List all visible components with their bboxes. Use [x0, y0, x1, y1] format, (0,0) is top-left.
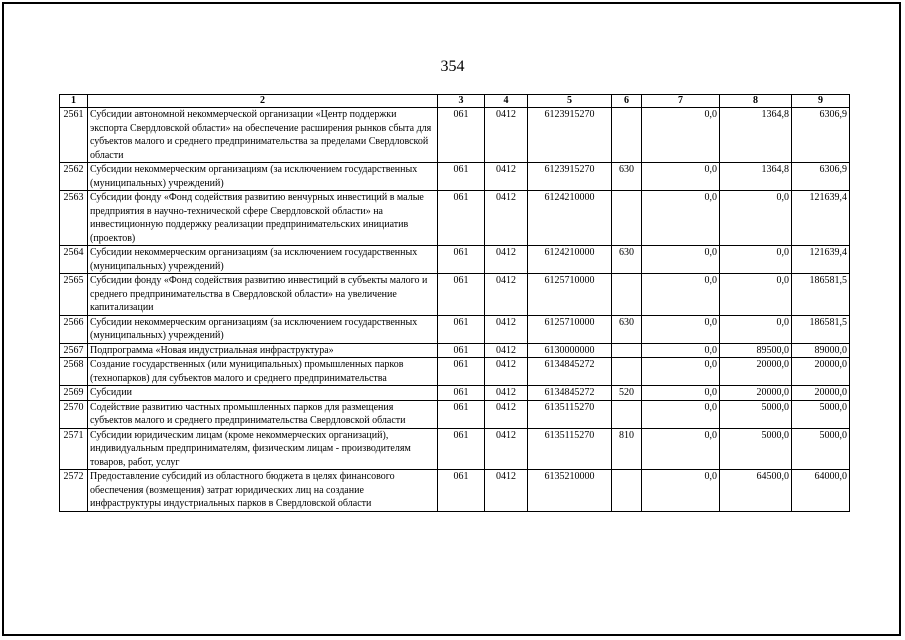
amount-col7: 0,0	[642, 400, 720, 428]
target-article-code: 6135115270	[528, 428, 612, 470]
section-code: 0412	[485, 470, 528, 512]
item-name: Предоставление субсидий из областного бюджета в целях финансового обеспечения (возмещения) затрат юридических лиц на создание инфраструктуры индустриальных парков в Свердловской области	[88, 470, 438, 512]
amount-col8: 0,0	[720, 274, 792, 316]
section-code: 0412	[485, 191, 528, 246]
amount-col7: 0,0	[642, 108, 720, 163]
item-name: Субсидии	[88, 386, 438, 401]
target-article-code: 6123915270	[528, 163, 612, 191]
section-code: 0412	[485, 358, 528, 386]
column-header: 7	[642, 95, 720, 108]
row-number: 2563	[60, 191, 88, 246]
item-name: Субсидии фонду «Фонд содействия развитию венчурных инвестиций в малые предприятия в научно-технической сфере Свердловской области» на инвестиционную поддержку реализации предпринимательских инициатив (проектов)	[88, 191, 438, 246]
ministry-code: 061	[438, 246, 485, 274]
target-article-code: 6130000000	[528, 343, 612, 358]
amount-col9: 186581,5	[792, 274, 850, 316]
amount-col9: 89000,0	[792, 343, 850, 358]
table-row	[60, 191, 850, 246]
item-name: Субсидии некоммерческим организациям (за исключением государственных (муниципальных) учреждений)	[88, 163, 438, 191]
expense-type-code	[612, 400, 642, 428]
column-header: 4	[485, 95, 528, 108]
table-row	[60, 358, 850, 386]
item-name: Субсидии автономной некоммерческой организации «Центр поддержки экспорта Свердловской области» на обеспечение расширения рынков сбыта для субъектов малого и среднего предпринимательства за пределами Свердловской области	[88, 108, 438, 163]
table-row	[60, 246, 850, 274]
amount-col7: 0,0	[642, 470, 720, 512]
table-row	[60, 274, 850, 316]
ministry-code: 061	[438, 315, 485, 343]
table-row	[60, 315, 850, 343]
ministry-code: 061	[438, 163, 485, 191]
target-article-code: 6124210000	[528, 246, 612, 274]
ministry-code: 061	[438, 274, 485, 316]
amount-col8: 5000,0	[720, 428, 792, 470]
budget-table	[59, 94, 850, 512]
row-number: 2562	[60, 163, 88, 191]
expense-type-code	[612, 274, 642, 316]
row-number: 2565	[60, 274, 88, 316]
section-code: 0412	[485, 315, 528, 343]
target-article-code: 6125710000	[528, 274, 612, 316]
amount-col7: 0,0	[642, 246, 720, 274]
amount-col7: 0,0	[642, 343, 720, 358]
section-code: 0412	[485, 246, 528, 274]
section-code: 0412	[485, 274, 528, 316]
target-article-code: 6135115270	[528, 400, 612, 428]
row-number: 2571	[60, 428, 88, 470]
expense-type-code: 630	[612, 163, 642, 191]
table-row	[60, 163, 850, 191]
amount-col8: 20000,0	[720, 358, 792, 386]
column-header: 1	[60, 95, 88, 108]
row-number: 2569	[60, 386, 88, 401]
row-number: 2566	[60, 315, 88, 343]
section-code: 0412	[485, 163, 528, 191]
column-header: 9	[792, 95, 850, 108]
expense-type-code	[612, 343, 642, 358]
target-article-code: 6123915270	[528, 108, 612, 163]
amount-col9: 6306,9	[792, 163, 850, 191]
ministry-code: 061	[438, 343, 485, 358]
item-name: Подпрограмма «Новая индустриальная инфраструктура»	[88, 343, 438, 358]
amount-col9: 121639,4	[792, 246, 850, 274]
page-number: 354	[440, 58, 465, 75]
amount-col8: 0,0	[720, 191, 792, 246]
amount-col8: 64500,0	[720, 470, 792, 512]
amount-col8: 0,0	[720, 246, 792, 274]
expense-type-code: 630	[612, 315, 642, 343]
amount-col8: 1364,8	[720, 163, 792, 191]
table-row	[60, 470, 850, 512]
row-number: 2570	[60, 400, 88, 428]
row-number: 2568	[60, 358, 88, 386]
table-row	[60, 400, 850, 428]
row-number: 2572	[60, 470, 88, 512]
column-header: 8	[720, 95, 792, 108]
amount-col7: 0,0	[642, 315, 720, 343]
amount-col7: 0,0	[642, 386, 720, 401]
table-row	[60, 343, 850, 358]
amount-col7: 0,0	[642, 191, 720, 246]
amount-col9: 5000,0	[792, 428, 850, 470]
column-header: 5	[528, 95, 612, 108]
expense-type-code	[612, 358, 642, 386]
ministry-code: 061	[438, 191, 485, 246]
amount-col8: 20000,0	[720, 386, 792, 401]
amount-col9: 121639,4	[792, 191, 850, 246]
amount-col9: 186581,5	[792, 315, 850, 343]
ministry-code: 061	[438, 428, 485, 470]
section-code: 0412	[485, 343, 528, 358]
ministry-code: 061	[438, 400, 485, 428]
header-row	[60, 95, 850, 108]
expense-type-code	[612, 470, 642, 512]
amount-col9: 5000,0	[792, 400, 850, 428]
column-header: 6	[612, 95, 642, 108]
expense-type-code: 520	[612, 386, 642, 401]
item-name: Содействие развитию частных промышленных парков для размещения субъектов малого и среднего предпринимательства Свердловской области	[88, 400, 438, 428]
amount-col8: 89500,0	[720, 343, 792, 358]
expense-type-code	[612, 191, 642, 246]
item-name: Создание государственных (или муниципальных) промышленных парков (технопарков) для субъектов малого и среднего предпринимательства	[88, 358, 438, 386]
amount-col7: 0,0	[642, 163, 720, 191]
target-article-code: 6125710000	[528, 315, 612, 343]
amount-col9: 64000,0	[792, 470, 850, 512]
row-number: 2564	[60, 246, 88, 274]
expense-type-code	[612, 108, 642, 163]
ministry-code: 061	[438, 358, 485, 386]
section-code: 0412	[485, 108, 528, 163]
target-article-code: 6135210000	[528, 470, 612, 512]
expense-type-code: 810	[612, 428, 642, 470]
ministry-code: 061	[438, 386, 485, 401]
target-article-code: 6134845272	[528, 386, 612, 401]
amount-col7: 0,0	[642, 428, 720, 470]
item-name: Субсидии юридическим лицам (кроме некоммерческих организаций), индивидуальным предпринимателям, физическим лицам - производителям товаров, работ, услуг	[88, 428, 438, 470]
amount-col8: 1364,8	[720, 108, 792, 163]
row-number: 2567	[60, 343, 88, 358]
target-article-code: 6134845272	[528, 358, 612, 386]
item-name: Субсидии некоммерческим организациям (за исключением государственных (муниципальных) учреждений)	[88, 246, 438, 274]
amount-col9: 20000,0	[792, 358, 850, 386]
table-row	[60, 386, 850, 401]
amount-col8: 5000,0	[720, 400, 792, 428]
ministry-code: 061	[438, 108, 485, 163]
amount-col9: 6306,9	[792, 108, 850, 163]
ministry-code: 061	[438, 470, 485, 512]
column-header: 3	[438, 95, 485, 108]
table-row	[60, 108, 850, 163]
amount-col9: 20000,0	[792, 386, 850, 401]
amount-col8: 0,0	[720, 315, 792, 343]
section-code: 0412	[485, 400, 528, 428]
column-header: 2	[88, 95, 438, 108]
expense-type-code: 630	[612, 246, 642, 274]
amount-col7: 0,0	[642, 358, 720, 386]
section-code: 0412	[485, 428, 528, 470]
item-name: Субсидии некоммерческим организациям (за исключением государственных (муниципальных) учреждений)	[88, 315, 438, 343]
row-number: 2561	[60, 108, 88, 163]
target-article-code: 6124210000	[528, 191, 612, 246]
amount-col7: 0,0	[642, 274, 720, 316]
item-name: Субсидии фонду «Фонд содействия развитию инвестиций в субъекты малого и среднего предпринимательства в Свердловской области» на увеличение капитализации	[88, 274, 438, 316]
section-code: 0412	[485, 386, 528, 401]
table-row	[60, 428, 850, 470]
